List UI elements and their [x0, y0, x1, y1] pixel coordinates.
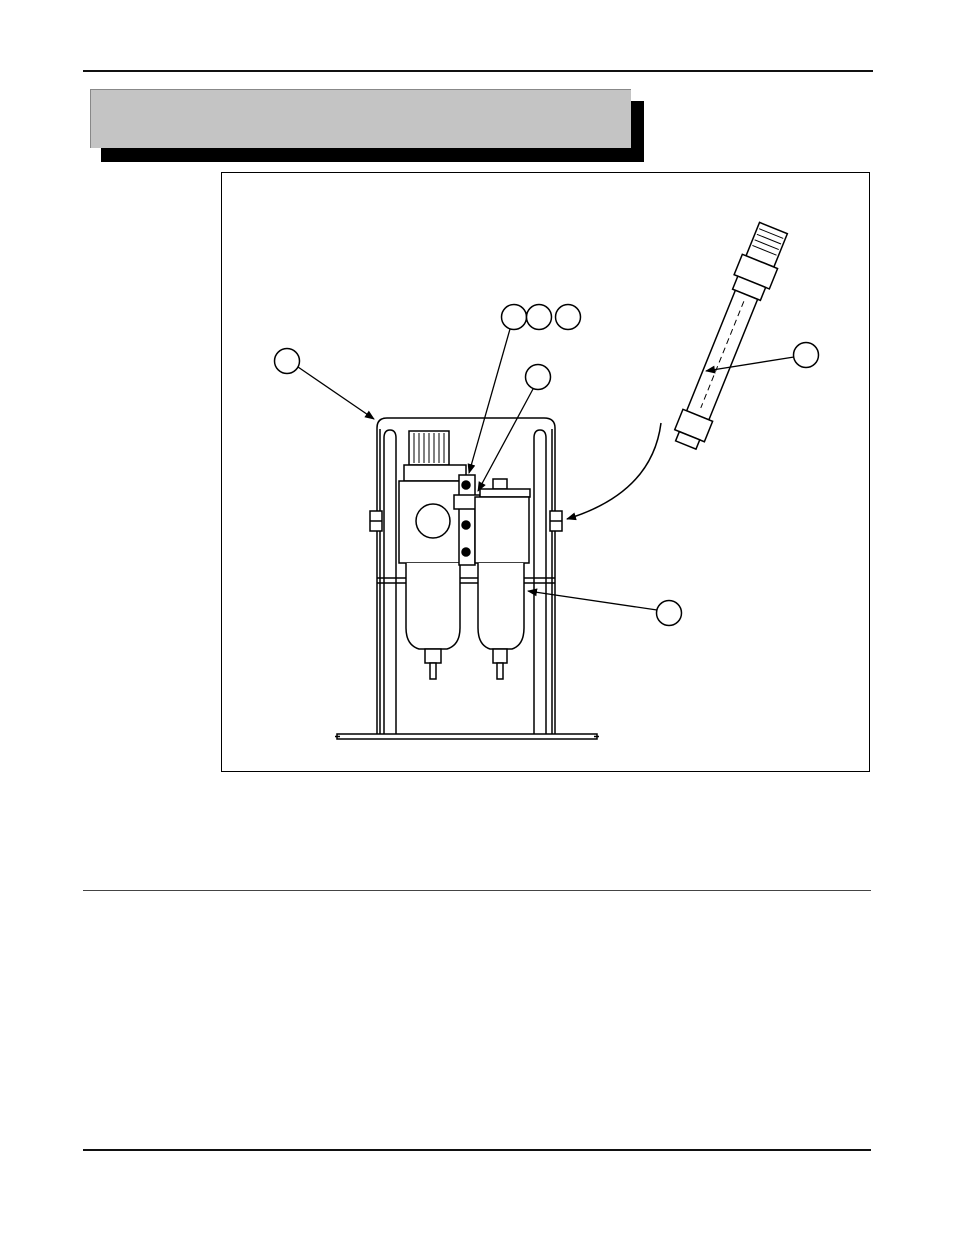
section-divider — [83, 890, 871, 891]
callout-part-c — [556, 305, 581, 330]
callout-hose — [794, 343, 819, 368]
figure-frame — [221, 172, 870, 772]
callout-filter — [657, 601, 682, 626]
filter-unit — [475, 479, 530, 679]
callout-part-a — [502, 305, 527, 330]
footer-rule — [83, 1149, 871, 1151]
section-banner — [90, 89, 631, 148]
callout-part-b — [527, 305, 552, 330]
air-filter-assembly-illustration — [222, 173, 869, 771]
callout-frame — [275, 349, 300, 374]
header-rule — [83, 70, 873, 72]
hose-assembly — [567, 221, 791, 519]
base-plate — [335, 734, 599, 739]
callout-bracket — [526, 365, 551, 390]
